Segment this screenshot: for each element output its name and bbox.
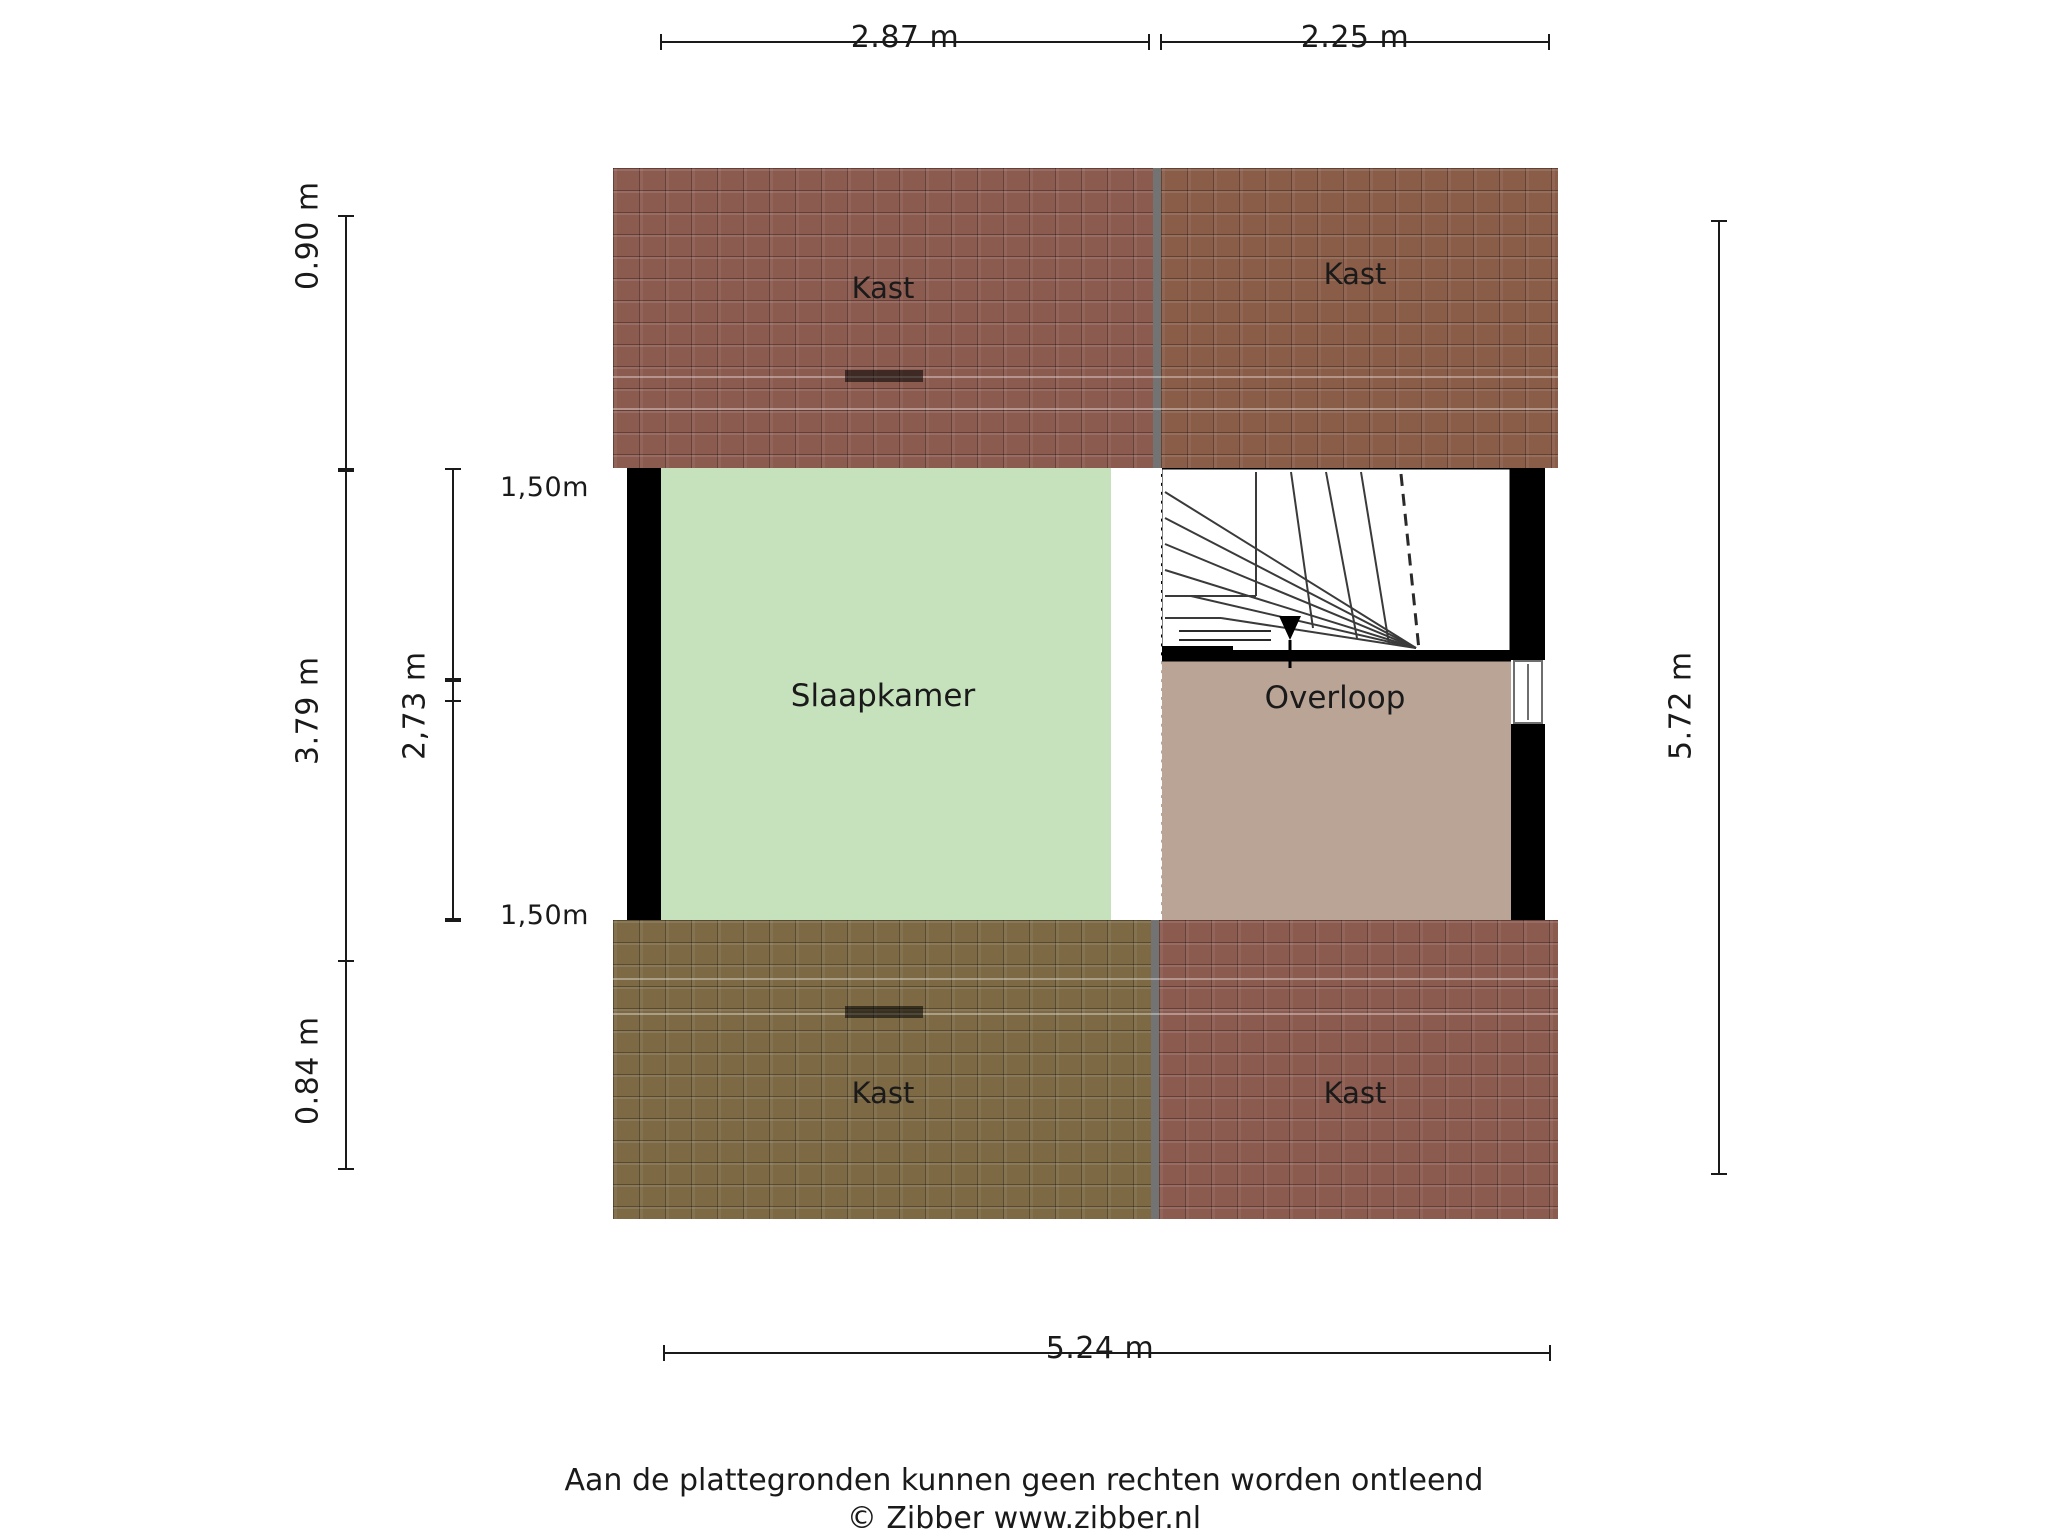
dimension-label-right-572: 5.72 m (1663, 651, 1699, 760)
roof-vent-top-left (845, 370, 923, 382)
partition-gap (1115, 468, 1159, 920)
room-label-kast-bottom-left: Kast (851, 1076, 915, 1110)
wall-stair-partition (1161, 646, 1233, 660)
dimension-label-left-090: 0.90 m (290, 181, 326, 290)
footer-copyright: © Zibber www.zibber.nl (846, 1501, 1202, 1536)
footer-disclaimer: Aan de plattegronden kunnen geen rechten worden ontleend (564, 1463, 1484, 1498)
staircase-icon (1161, 468, 1511, 668)
roof-bottom-left (613, 920, 1151, 1219)
roof-top-right (1161, 168, 1558, 468)
roof-ridge-top (1153, 168, 1161, 468)
dimension-label-left-084: 0.84 m (290, 1016, 326, 1125)
wall-right-upper (1511, 468, 1545, 660)
room-label-slaapkamer: Slaapkamer (790, 678, 976, 714)
room-label-overloop: Overloop (1264, 680, 1406, 716)
dimension-rule-left-084 (345, 960, 347, 1170)
dimension-label-inner-150-upper: 1,50m (500, 472, 589, 503)
wall-right-lower (1511, 724, 1545, 920)
window-right-wall (1513, 660, 1543, 724)
dimension-rule-left-090 (345, 215, 347, 470)
room-label-kast-bottom-right: Kast (1323, 1076, 1387, 1110)
roof-bottom-right (1159, 920, 1558, 1219)
dimension-label-inner-273: 2,73 m (397, 651, 433, 760)
roof-vent-bottom-left (845, 1006, 923, 1018)
dimension-label-top-left: 2.87 m (850, 20, 960, 55)
roof-course-bottom-a (613, 978, 1558, 980)
room-label-kast-top-left: Kast (851, 271, 915, 305)
roof-ridge-bottom (1151, 920, 1159, 1219)
dimension-label-bottom-524: 5.24 m (1045, 1331, 1155, 1366)
partition-bedroom-landing-b (1159, 468, 1162, 920)
roof-course-top-b (613, 408, 1558, 410)
floor-plan-drawing (613, 168, 1558, 1219)
dimension-rule-inner-150-lower (452, 700, 454, 922)
dimension-rule-right-572 (1718, 220, 1720, 1175)
room-label-kast-top-right: Kast (1323, 257, 1387, 291)
dimension-label-inner-150-lower: 1,50m (500, 900, 589, 931)
roof-course-top-a (613, 376, 1558, 378)
dimension-label-left-379: 3.79 m (290, 656, 326, 765)
wall-left-exterior (627, 468, 661, 920)
dimension-label-top-right: 2.25 m (1300, 20, 1410, 55)
roof-top-left (613, 168, 1153, 468)
dimension-rule-inner-150-upper (452, 468, 454, 680)
roof-course-bottom-b (613, 1013, 1558, 1015)
